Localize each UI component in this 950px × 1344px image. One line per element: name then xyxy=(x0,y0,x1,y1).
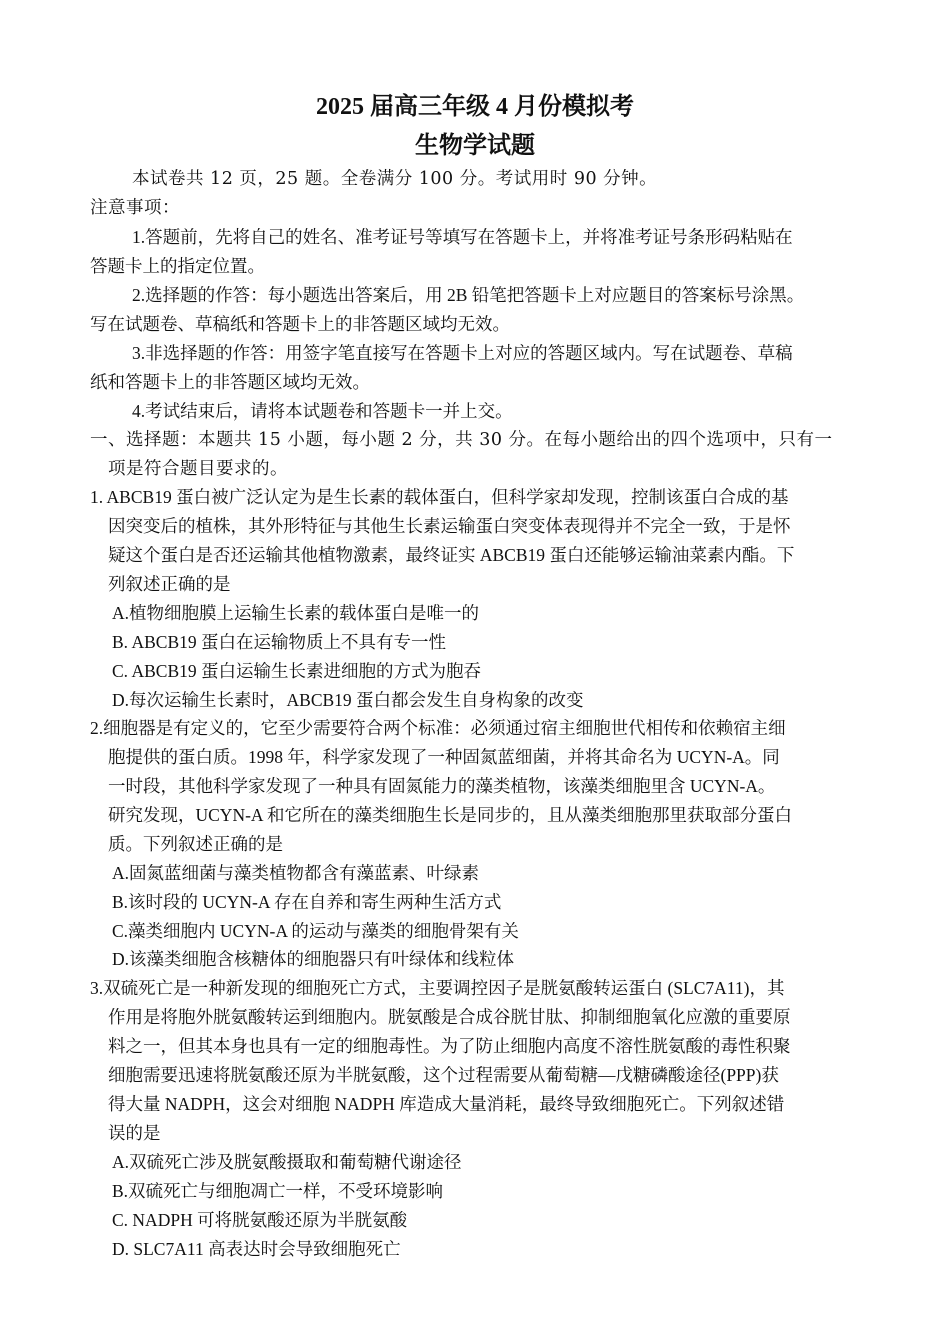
question-stem: 料之一，但其本身也具有一定的细胞毒性。为了防止细胞内高度不溶性胱氨酸的毒性积聚 xyxy=(108,1036,791,1056)
subject-title: 生物学试题 xyxy=(415,133,535,159)
question-stem: 3.双硫死亡是一种新发现的细胞死亡方式，主要调控因子是胱氨酸转运蛋白 (SLC7A11)，其 xyxy=(90,978,785,998)
question-option: A.植物细胞膜上运输生长素的载体蛋白是唯一的 xyxy=(112,603,480,623)
question-stem: 列叙述正确的是 xyxy=(108,574,231,594)
exam-info: 本试卷共 12 页，25 题。全卷满分 100 分。考试用时 90 分钟。 xyxy=(132,169,658,189)
notice-heading: 注意事项： xyxy=(90,198,180,218)
question-option: B.双硫死亡与细胞凋亡一样，不受环境影响 xyxy=(112,1181,444,1201)
question-option: A.固氮蓝细菌与藻类植物都含有藻蓝素、叶绿素 xyxy=(112,863,480,883)
section-heading-cont: 项是符合题目要求的。 xyxy=(108,459,288,479)
section-heading: 一、选择题：本题共 15 小题，每小题 2 分，共 30 分。在每小题给出的四个选项中，只有一 xyxy=(90,430,833,450)
question-stem: 胞提供的蛋白质。1998 年，科学家发现了一种固氮蓝细菌，并将其命名为 UCYN-A。同 xyxy=(108,747,780,767)
notice-line: 3.非选择题的作答：用签字笔直接写在答题卡上对应的答题区域内。写在试题卷、草稿 xyxy=(132,343,793,363)
notice-line: 纸和答题卡上的非答题区域均无效。 xyxy=(90,372,370,392)
question-stem: 因突变后的植株，其外形特征与其他生长素运输蛋白突变体表现得并不完全一致，于是怀 xyxy=(108,516,791,536)
question-stem: 1. ABCB19 蛋白被广泛认定为是生长素的载体蛋白，但科学家却发现，控制该蛋白合成的基 xyxy=(90,487,789,507)
question-option: A.双硫死亡涉及胱氨酸摄取和葡萄糖代谢途径 xyxy=(112,1152,462,1172)
question-stem: 质。下列叙述正确的是 xyxy=(108,834,283,854)
notice-line: 写在试题卷、草稿纸和答题卡上的非答题区域均无效。 xyxy=(90,314,510,334)
exam-title: 2025 届高三年级 4 月份模拟考 xyxy=(316,94,634,120)
notice-line: 4.考试结束后，请将本试题卷和答题卡一并上交。 xyxy=(132,401,513,421)
notice-line: 答题卡上的指定位置。 xyxy=(90,256,265,276)
question-option: C. NADPH 可将胱氨酸还原为半胱氨酸 xyxy=(112,1210,408,1230)
question-stem: 作用是将胞外胱氨酸转运到细胞内。胱氨酸是合成谷胱甘肽、抑制细胞氧化应激的重要原 xyxy=(108,1007,791,1027)
question-option: D.每次运输生长素时，ABCB19 蛋白都会发生自身构象的改变 xyxy=(112,690,584,710)
question-option: B.该时段的 UCYN-A 存在自养和寄生两种生活方式 xyxy=(112,892,502,912)
question-stem: 得大量 NADPH，这会对细胞 NADPH 库造成大量消耗，最终导致细胞死亡。下列叙述错 xyxy=(108,1094,785,1114)
question-option: C. ABCB19 蛋白运输生长素进细胞的方式为胞吞 xyxy=(112,661,481,681)
notice-line: 1.答题前，先将自己的姓名、准考证号等填写在答题卡上，并将准考证号条形码粘贴在 xyxy=(132,227,793,247)
question-option: D.该藻类细胞含核糖体的细胞器只有叶绿体和线粒体 xyxy=(112,949,515,969)
question-stem: 细胞需要迅速将胱氨酸还原为半胱氨酸，这个过程需要从葡萄糖—戊糖磷酸途径(PPP)获 xyxy=(108,1065,779,1085)
notice-line: 2.选择题的作答：每小题选出答案后，用 2B 铅笔把答题卡上对应题目的答案标号涂黑。 xyxy=(132,285,805,305)
question-stem: 研究发现，UCYN-A 和它所在的藻类细胞生长是同步的，且从藻类细胞那里获取部分蛋白 xyxy=(108,805,792,825)
question-option: D. SLC7A11 高表达时会导致细胞死亡 xyxy=(112,1239,401,1259)
question-stem: 一时段，其他科学家发现了一种具有固氮能力的藻类植物，该藻类细胞里含 UCYN-A。 xyxy=(108,776,776,796)
question-option: B. ABCB19 蛋白在运输物质上不具有专一性 xyxy=(112,632,446,652)
question-stem: 疑这个蛋白是否还运输其他植物激素，最终证实 ABCB19 蛋白还能够运输油菜素内酯。下 xyxy=(108,545,795,565)
question-stem: 2.细胞器是有定义的，它至少需要符合两个标准：必须通过宿主细胞世代相传和依赖宿主细 xyxy=(90,718,786,738)
question-option: C.藻类细胞内 UCYN-A 的运动与藻类的细胞骨架有关 xyxy=(112,921,519,941)
question-stem: 误的是 xyxy=(108,1123,161,1143)
